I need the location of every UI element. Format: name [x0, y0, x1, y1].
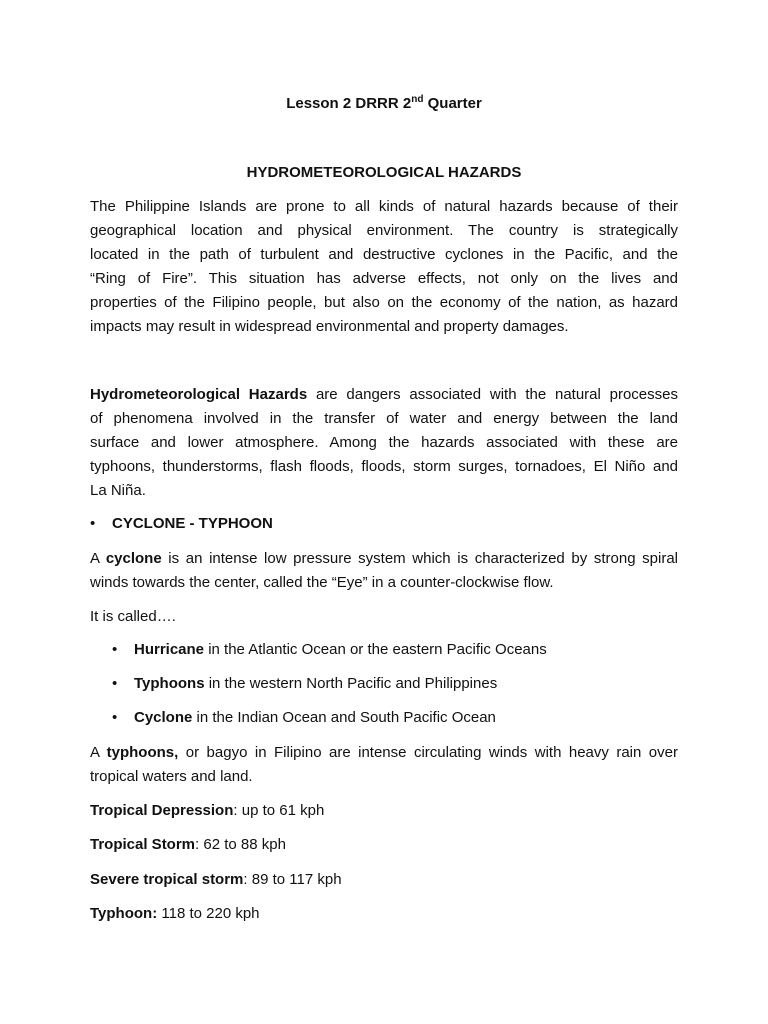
list-item-typhoons: • Typhoons in the western North Pacific and Philippines — [112, 675, 498, 692]
section-bullet-cyclone-typhoon: • CYCLONE - TYPHOON — [90, 515, 273, 532]
category-tropical-depression: Tropical Depression: up to 61 kph — [90, 802, 325, 819]
category-severe-tropical-storm: Severe tropical storm: 89 to 117 kph — [90, 871, 342, 888]
category-tropical-storm: Tropical Storm: 62 to 88 kph — [90, 836, 286, 853]
category-typhoon: Typhoon: 118 to 220 kph — [90, 905, 260, 922]
list-item-cyclone: • Cyclone in the Indian Ocean and South Pacific Ocean — [112, 709, 496, 726]
lesson-title: Lesson 2 DRRR 2nd Quarter — [286, 94, 482, 112]
it-is-called-text: It is called…. — [90, 608, 176, 625]
intro-paragraph: The Philippine Islands are prone to all kinds of natural hazards because of their geographical location and physical environment. The country is strategically located in the path of turbulent and destructive cyclones in the Pacific, and the “Ring of Fire”. This situation has adverse effects, not only on the lives and properties of the Filipino people, but also on the economy of the nation, as hazard impacts may result in widespread environmental and property damages. — [90, 198, 678, 335]
definition-paragraph: Hydrometeorological Hazards are dangers associated with the natural processes of phenomena involved in the transfer of water and energy between the land surface and lower atmosphere. Among the hazards associated with these are typhoons, thunderstorms, flash floods, floods, storm surges, tornadoes, El Niño and La Niña. — [90, 386, 678, 499]
section-heading: HYDROMETEOROLOGICAL HAZARDS — [246, 164, 522, 181]
list-item-hurricane: • Hurricane in the Atlantic Ocean or the eastern Pacific Oceans — [112, 641, 547, 658]
cyclone-definition: A cyclone is an intense low pressure system which is characterized by strong spiral winds towards the center, called the “Eye” in a counter-clockwise flow. — [90, 550, 678, 591]
typhoon-definition: A typhoons, or bagyo in Filipino are intense circulating winds with heavy rain over tropical waters and land. — [90, 744, 678, 785]
